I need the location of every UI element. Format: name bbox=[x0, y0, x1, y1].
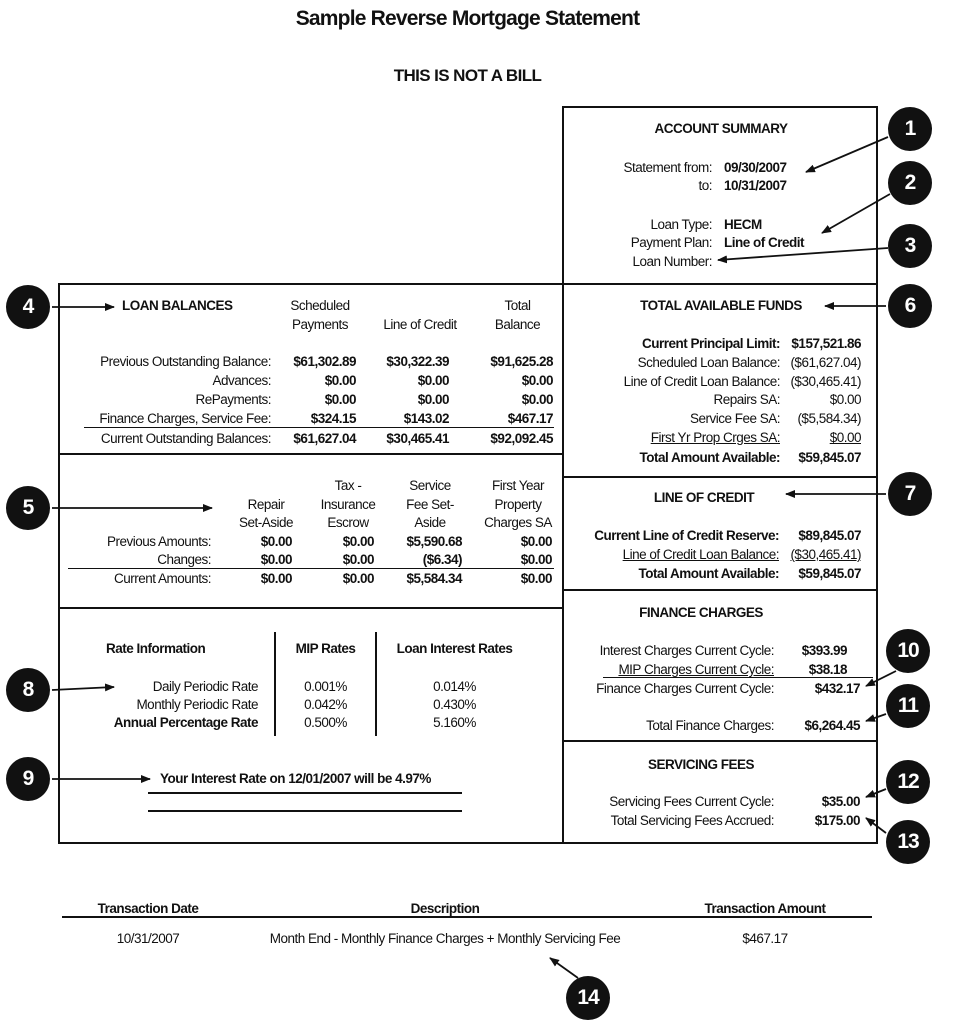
cell-loc: $0.00 bbox=[417, 373, 449, 388]
cell-tax: $0.00 bbox=[342, 534, 374, 549]
callout-7: 7 bbox=[888, 472, 932, 516]
cell-loan-rate: 5.160% bbox=[433, 715, 476, 730]
col-tax-line1: Tax - bbox=[334, 478, 362, 493]
cell-scheduled: $61,627.04 bbox=[293, 431, 356, 446]
callout-8: 8 bbox=[6, 668, 50, 712]
col-repair-line2: Set-Aside bbox=[238, 515, 294, 530]
callout-arrow-14 bbox=[550, 958, 578, 978]
cell-tax: $0.00 bbox=[342, 571, 374, 586]
callout-4: 4 bbox=[6, 285, 50, 329]
cell-total: $0.00 bbox=[521, 392, 553, 407]
row-label: MIP Charges Current Cycle: bbox=[618, 662, 774, 677]
row-value: ($5,584.34) bbox=[797, 411, 861, 426]
col-total-line1: Total bbox=[504, 298, 531, 313]
cell-repair: $0.00 bbox=[260, 534, 292, 549]
row-value: $38.18 bbox=[808, 662, 847, 677]
callout-5: 5 bbox=[6, 486, 50, 530]
loan-type-value: HECM bbox=[724, 217, 762, 232]
cell-total: $92,092.45 bbox=[490, 431, 553, 446]
document-title: Sample Reverse Mortgage Statement bbox=[295, 7, 640, 30]
row-label: Monthly Periodic Rate bbox=[136, 697, 258, 712]
cell-scheduled: $0.00 bbox=[324, 392, 356, 407]
total-available-funds-heading: TOTAL AVAILABLE FUNDS bbox=[640, 298, 802, 313]
row-label: Total Amount Available: bbox=[638, 566, 779, 581]
cell-service: ($6.34) bbox=[422, 552, 462, 567]
callout-2: 2 bbox=[888, 161, 932, 205]
callout-10: 10 bbox=[886, 629, 930, 673]
callout-arrow-13 bbox=[866, 818, 886, 833]
row-label: Finance Charges, Service Fee: bbox=[99, 411, 271, 426]
row-value: $89,845.07 bbox=[798, 528, 861, 543]
not-a-bill-notice: THIS IS NOT A BILL bbox=[393, 66, 542, 85]
row-label: Line of Credit Loan Balance: bbox=[622, 547, 779, 562]
col-service-line1: Service bbox=[409, 478, 451, 493]
cell-repair: $0.00 bbox=[260, 571, 292, 586]
col-loan-interest-rates: Loan Interest Rates bbox=[396, 641, 513, 656]
row-label: RePayments: bbox=[195, 392, 271, 407]
cell-repair: $0.00 bbox=[260, 552, 292, 567]
callout-11: 11 bbox=[886, 684, 930, 728]
callout-1: 1 bbox=[888, 107, 932, 151]
row-label: Advances: bbox=[212, 373, 271, 388]
row-label: Finance Charges Current Cycle: bbox=[596, 681, 774, 696]
row-label: Line of Credit Loan Balance: bbox=[623, 374, 780, 389]
row-label: Current Outstanding Balances: bbox=[100, 431, 271, 446]
row-value: $432.17 bbox=[814, 681, 860, 696]
loan-number-label: Loan Number: bbox=[632, 254, 712, 269]
cell-mip: 0.500% bbox=[304, 715, 347, 730]
cell-service: $5,590.68 bbox=[406, 534, 462, 549]
finance-charges-heading: FINANCE CHARGES bbox=[639, 605, 763, 620]
callout-14: 14 bbox=[566, 976, 610, 1020]
line-of-credit-heading: LINE OF CREDIT bbox=[653, 490, 755, 505]
row-label: Servicing Fees Current Cycle: bbox=[609, 794, 774, 809]
cell-firstyear: $0.00 bbox=[520, 552, 552, 567]
callout-arrow-2 bbox=[822, 194, 890, 233]
row-value: ($30,465.41) bbox=[790, 374, 861, 389]
callout-arrow-3 bbox=[718, 248, 888, 260]
col-tax-line2: Insurance bbox=[320, 497, 376, 512]
row-label: Repairs SA: bbox=[713, 392, 780, 407]
cell-firstyear: $0.00 bbox=[520, 571, 552, 586]
col-service-line2: Fee Set- bbox=[406, 497, 454, 512]
col-transaction-amount: Transaction Amount bbox=[704, 901, 826, 916]
account-summary-heading: ACCOUNT SUMMARY bbox=[654, 121, 788, 136]
servicing-fees-heading: SERVICING FEES bbox=[647, 757, 755, 772]
cell-mip: 0.001% bbox=[304, 679, 347, 694]
col-total-line2: Balance bbox=[494, 317, 541, 332]
col-firstyear-line1: First Year bbox=[491, 478, 545, 493]
col-firstyear-line3: Charges SA bbox=[484, 515, 552, 530]
callout-arrow-1 bbox=[806, 137, 888, 172]
col-description: Description bbox=[410, 901, 480, 916]
row-label: Scheduled Loan Balance: bbox=[637, 355, 780, 370]
cell-total: $0.00 bbox=[521, 373, 553, 388]
cell-loan-rate: 0.014% bbox=[433, 679, 476, 694]
row-value: $59,845.07 bbox=[798, 566, 861, 581]
cell-loc: $30,465.41 bbox=[386, 431, 449, 446]
row-label: Current Line of Credit Reserve: bbox=[594, 528, 779, 543]
col-rate-information: Rate Information bbox=[106, 641, 206, 656]
row-label: Current Amounts: bbox=[113, 571, 211, 586]
row-value: $0.00 bbox=[829, 392, 861, 407]
callout-6: 6 bbox=[888, 284, 932, 328]
row-label: Current Principal Limit: bbox=[641, 336, 780, 351]
cell-firstyear: $0.00 bbox=[520, 534, 552, 549]
row-value: $175.00 bbox=[814, 813, 860, 828]
statement-to-label: to: bbox=[698, 178, 712, 193]
cell-amount: $467.17 bbox=[742, 931, 788, 946]
row-value: $0.00 bbox=[829, 430, 861, 445]
loan-type-label: Loan Type: bbox=[650, 217, 712, 232]
row-label: Total Finance Charges: bbox=[646, 718, 774, 733]
cell-total: $91,625.28 bbox=[490, 354, 553, 369]
callout-12: 12 bbox=[886, 760, 930, 804]
row-label: Changes: bbox=[157, 552, 211, 567]
col-line-of-credit: Line of Credit bbox=[383, 317, 457, 332]
cell-date: 10/31/2007 bbox=[116, 931, 180, 946]
callout-3: 3 bbox=[888, 224, 932, 268]
callout-9: 9 bbox=[6, 757, 50, 801]
callout-13: 13 bbox=[886, 820, 930, 864]
cell-loc: $143.02 bbox=[403, 411, 449, 426]
cell-service: $5,584.34 bbox=[406, 571, 462, 586]
payment-plan-label: Payment Plan: bbox=[630, 235, 712, 250]
col-mip-rates: MIP Rates bbox=[295, 641, 356, 656]
cell-scheduled: $0.00 bbox=[324, 373, 356, 388]
cell-tax: $0.00 bbox=[342, 552, 374, 567]
cell-loc: $30,322.39 bbox=[386, 354, 449, 369]
row-value: ($30,465.41) bbox=[790, 547, 861, 562]
row-label: Total Servicing Fees Accrued: bbox=[610, 813, 774, 828]
col-scheduled-line2: Payments bbox=[291, 317, 349, 332]
col-firstyear-line2: Property bbox=[494, 497, 542, 512]
row-label: Annual Percentage Rate bbox=[113, 715, 258, 730]
cell-loan-rate: 0.430% bbox=[433, 697, 476, 712]
cell-mip: 0.042% bbox=[304, 697, 347, 712]
cell-scheduled: $324.15 bbox=[310, 411, 356, 426]
row-label: Interest Charges Current Cycle: bbox=[599, 643, 774, 658]
col-transaction-date: Transaction Date bbox=[97, 901, 199, 916]
row-label: Previous Outstanding Balance: bbox=[100, 354, 271, 369]
row-value: $157,521.86 bbox=[791, 336, 861, 351]
col-scheduled-line1: Scheduled bbox=[290, 298, 350, 313]
row-value: $35.00 bbox=[821, 794, 860, 809]
row-label: Total Amount Available: bbox=[639, 450, 780, 465]
row-value: $59,845.07 bbox=[798, 450, 861, 465]
row-label: First Yr Prop Crges SA: bbox=[650, 430, 780, 445]
col-service-line3: Aside bbox=[414, 515, 446, 530]
loan-balances-heading: LOAN BALANCES bbox=[122, 298, 233, 313]
row-label: Daily Periodic Rate bbox=[152, 679, 258, 694]
statement-from-date: 09/30/2007 bbox=[724, 160, 787, 175]
cell-scheduled: $61,302.89 bbox=[293, 354, 356, 369]
statement-to-date: 10/31/2007 bbox=[724, 178, 787, 193]
payment-plan-value: Line of Credit bbox=[724, 235, 804, 250]
cell-total: $467.17 bbox=[507, 411, 553, 426]
cell-description: Month End - Monthly Finance Charges + Monthly Servicing Fee bbox=[269, 931, 621, 946]
row-value: $6,264.45 bbox=[804, 718, 860, 733]
callout-arrow-11 bbox=[866, 714, 886, 721]
row-label: Previous Amounts: bbox=[106, 534, 211, 549]
row-value: ($61,627.04) bbox=[790, 355, 861, 370]
cell-loc: $0.00 bbox=[417, 392, 449, 407]
col-tax-line3: Escrow bbox=[327, 515, 369, 530]
callout-arrow-12 bbox=[866, 789, 886, 797]
interest-rate-notice: Your Interest Rate on 12/01/2007 will be 4.97% bbox=[160, 771, 431, 786]
callout-arrow-10 bbox=[866, 671, 896, 686]
callout-arrow-8 bbox=[52, 687, 114, 690]
statement-from-label: Statement from: bbox=[623, 160, 712, 175]
row-value: $393.99 bbox=[801, 643, 847, 658]
row-label: Service Fee SA: bbox=[689, 411, 780, 426]
col-repair-line1: Repair bbox=[247, 497, 285, 512]
